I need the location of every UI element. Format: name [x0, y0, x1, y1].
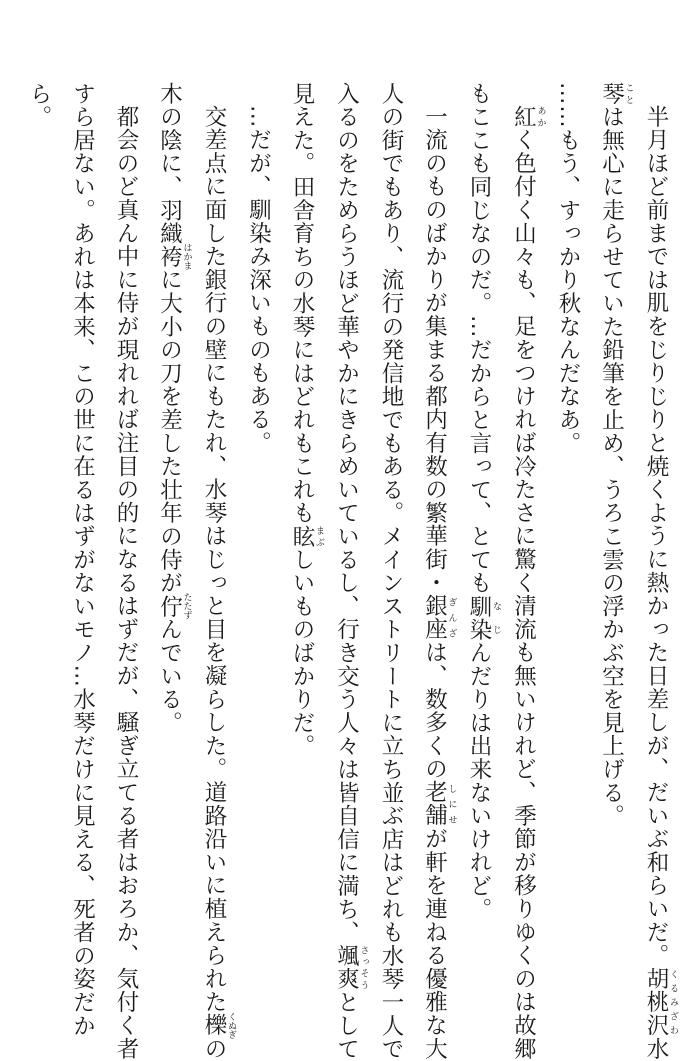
text-segment: く色付く山々も、足をつければ冷たさに驚く清流も無いけれど、季節が移りゆくのは故郷	[510, 127, 537, 1060]
ruby-word	[466, 594, 501, 642]
text-segment: 一流のものばかりが集まる都内有数の繁華街・	[421, 104, 448, 594]
ruby-reading: たたず	[181, 592, 192, 620]
ruby-base: 銀座	[421, 593, 448, 641]
text-segment: ……もう、すっかり秋なんだなあ。	[555, 82, 581, 455]
ruby-reading: まぶ	[314, 524, 324, 549]
ruby-reading: こと	[623, 82, 634, 106]
text-line	[60, 82, 104, 1038]
text-segment: しいものばかりだ。	[289, 548, 315, 758]
text-line	[546, 82, 590, 982]
text-segment: 半月ほど前までは肌をじりじりと焼くように熱かった日差しが、だいぶ和らいだ。	[643, 104, 669, 967]
text-line	[369, 82, 413, 1061]
text-segment: すら居ない。あれは本来、この世に在るはずがないモノ…水琴だけに見える、死者の姿だか	[69, 82, 96, 1038]
text-segment: 人の街でもあり、流行の発信地でもある。メインストリートに立ち並ぶ店はどれも水琴一人で	[378, 82, 404, 1061]
text-segment: の	[201, 1036, 227, 1060]
ruby-base: 袴	[156, 243, 183, 271]
ruby-reading: しにせ	[446, 780, 457, 827]
ruby-base: 眩	[289, 524, 315, 549]
text-line	[634, 82, 679, 1060]
text-line	[104, 82, 148, 1060]
ruby-word	[201, 1011, 236, 1039]
text-line	[192, 82, 237, 1060]
ruby-base: 老舗	[421, 780, 448, 827]
text-line	[236, 82, 280, 982]
text-line	[589, 82, 634, 982]
text-segment: に大小の刀を差した壮年の侍が	[156, 268, 183, 595]
ruby-word	[421, 593, 457, 641]
text-segment: が軒を連ねる優雅な大	[421, 826, 448, 1060]
ruby-word	[156, 243, 192, 271]
text-segment: 木の陰に、羽織	[156, 82, 183, 246]
ruby-reading: なじ	[491, 594, 501, 642]
vertical-text-body	[17, 82, 679, 1061]
ruby-word	[289, 524, 324, 549]
text-segment: …だが、馴染み深いものもある。	[245, 104, 272, 454]
ruby-reading: くるみざわ	[668, 966, 678, 1037]
ruby-word	[156, 592, 192, 620]
text-line	[324, 82, 369, 1061]
ruby-base: 琴	[598, 82, 625, 106]
text-segment: 見えた。田舎育ちの水琴にはどれもこれも	[289, 82, 315, 525]
text-segment: として	[333, 990, 360, 1061]
text-segment: ら。	[26, 82, 52, 129]
ruby-word	[421, 780, 457, 827]
ruby-reading: さっそう	[358, 944, 369, 991]
text-line	[457, 82, 502, 982]
text-line	[17, 82, 61, 982]
ruby-word	[598, 82, 634, 106]
ruby-reading: くぬぎ	[226, 1011, 236, 1039]
text-segment: もここも同じなのだ。…だからと言って、とても	[466, 82, 492, 595]
text-segment: んでいる。	[156, 617, 183, 735]
text-segment: は、数多くの	[421, 640, 448, 781]
ruby-base: 櫟	[201, 1011, 227, 1039]
ruby-base: 佇	[156, 592, 183, 620]
text-segment: 交差点に面した銀行の壁にもたれ、水琴はじっと目を凝らした。道路沿いに植えられた	[201, 104, 227, 1014]
ruby-base: 颯爽	[333, 944, 360, 991]
text-segment: 水	[643, 1036, 669, 1060]
ruby-word	[333, 944, 369, 991]
text-segment: 都会のど真ん中に侍が現れれば注目の的になるはずだが、騒ぎ立てる者はおろか、気付く者	[113, 104, 139, 1060]
text-line	[501, 82, 546, 1060]
ruby-word	[510, 104, 546, 128]
text-segment: んだりは出来ないけれど。	[466, 641, 492, 921]
text-segment: 入るのをためらうほど華やかにきらめいているし、行き交う人々は皆自信に満ち、	[333, 82, 360, 945]
ruby-reading: あか	[535, 104, 546, 128]
text-line	[412, 82, 457, 1060]
text-line	[147, 82, 192, 982]
text-line	[280, 82, 325, 982]
ruby-reading: はかま	[181, 243, 192, 271]
ruby-base: 紅	[510, 104, 537, 128]
ruby-base: 胡桃沢	[643, 966, 669, 1037]
ruby-reading: ぎんざ	[446, 593, 457, 641]
text-segment: は無心に走らせていた鉛筆を止め、うろこ雲の浮かぶ空を見上げる。	[598, 105, 625, 828]
ruby-word	[643, 966, 678, 1037]
ruby-base: 馴染	[466, 594, 492, 642]
